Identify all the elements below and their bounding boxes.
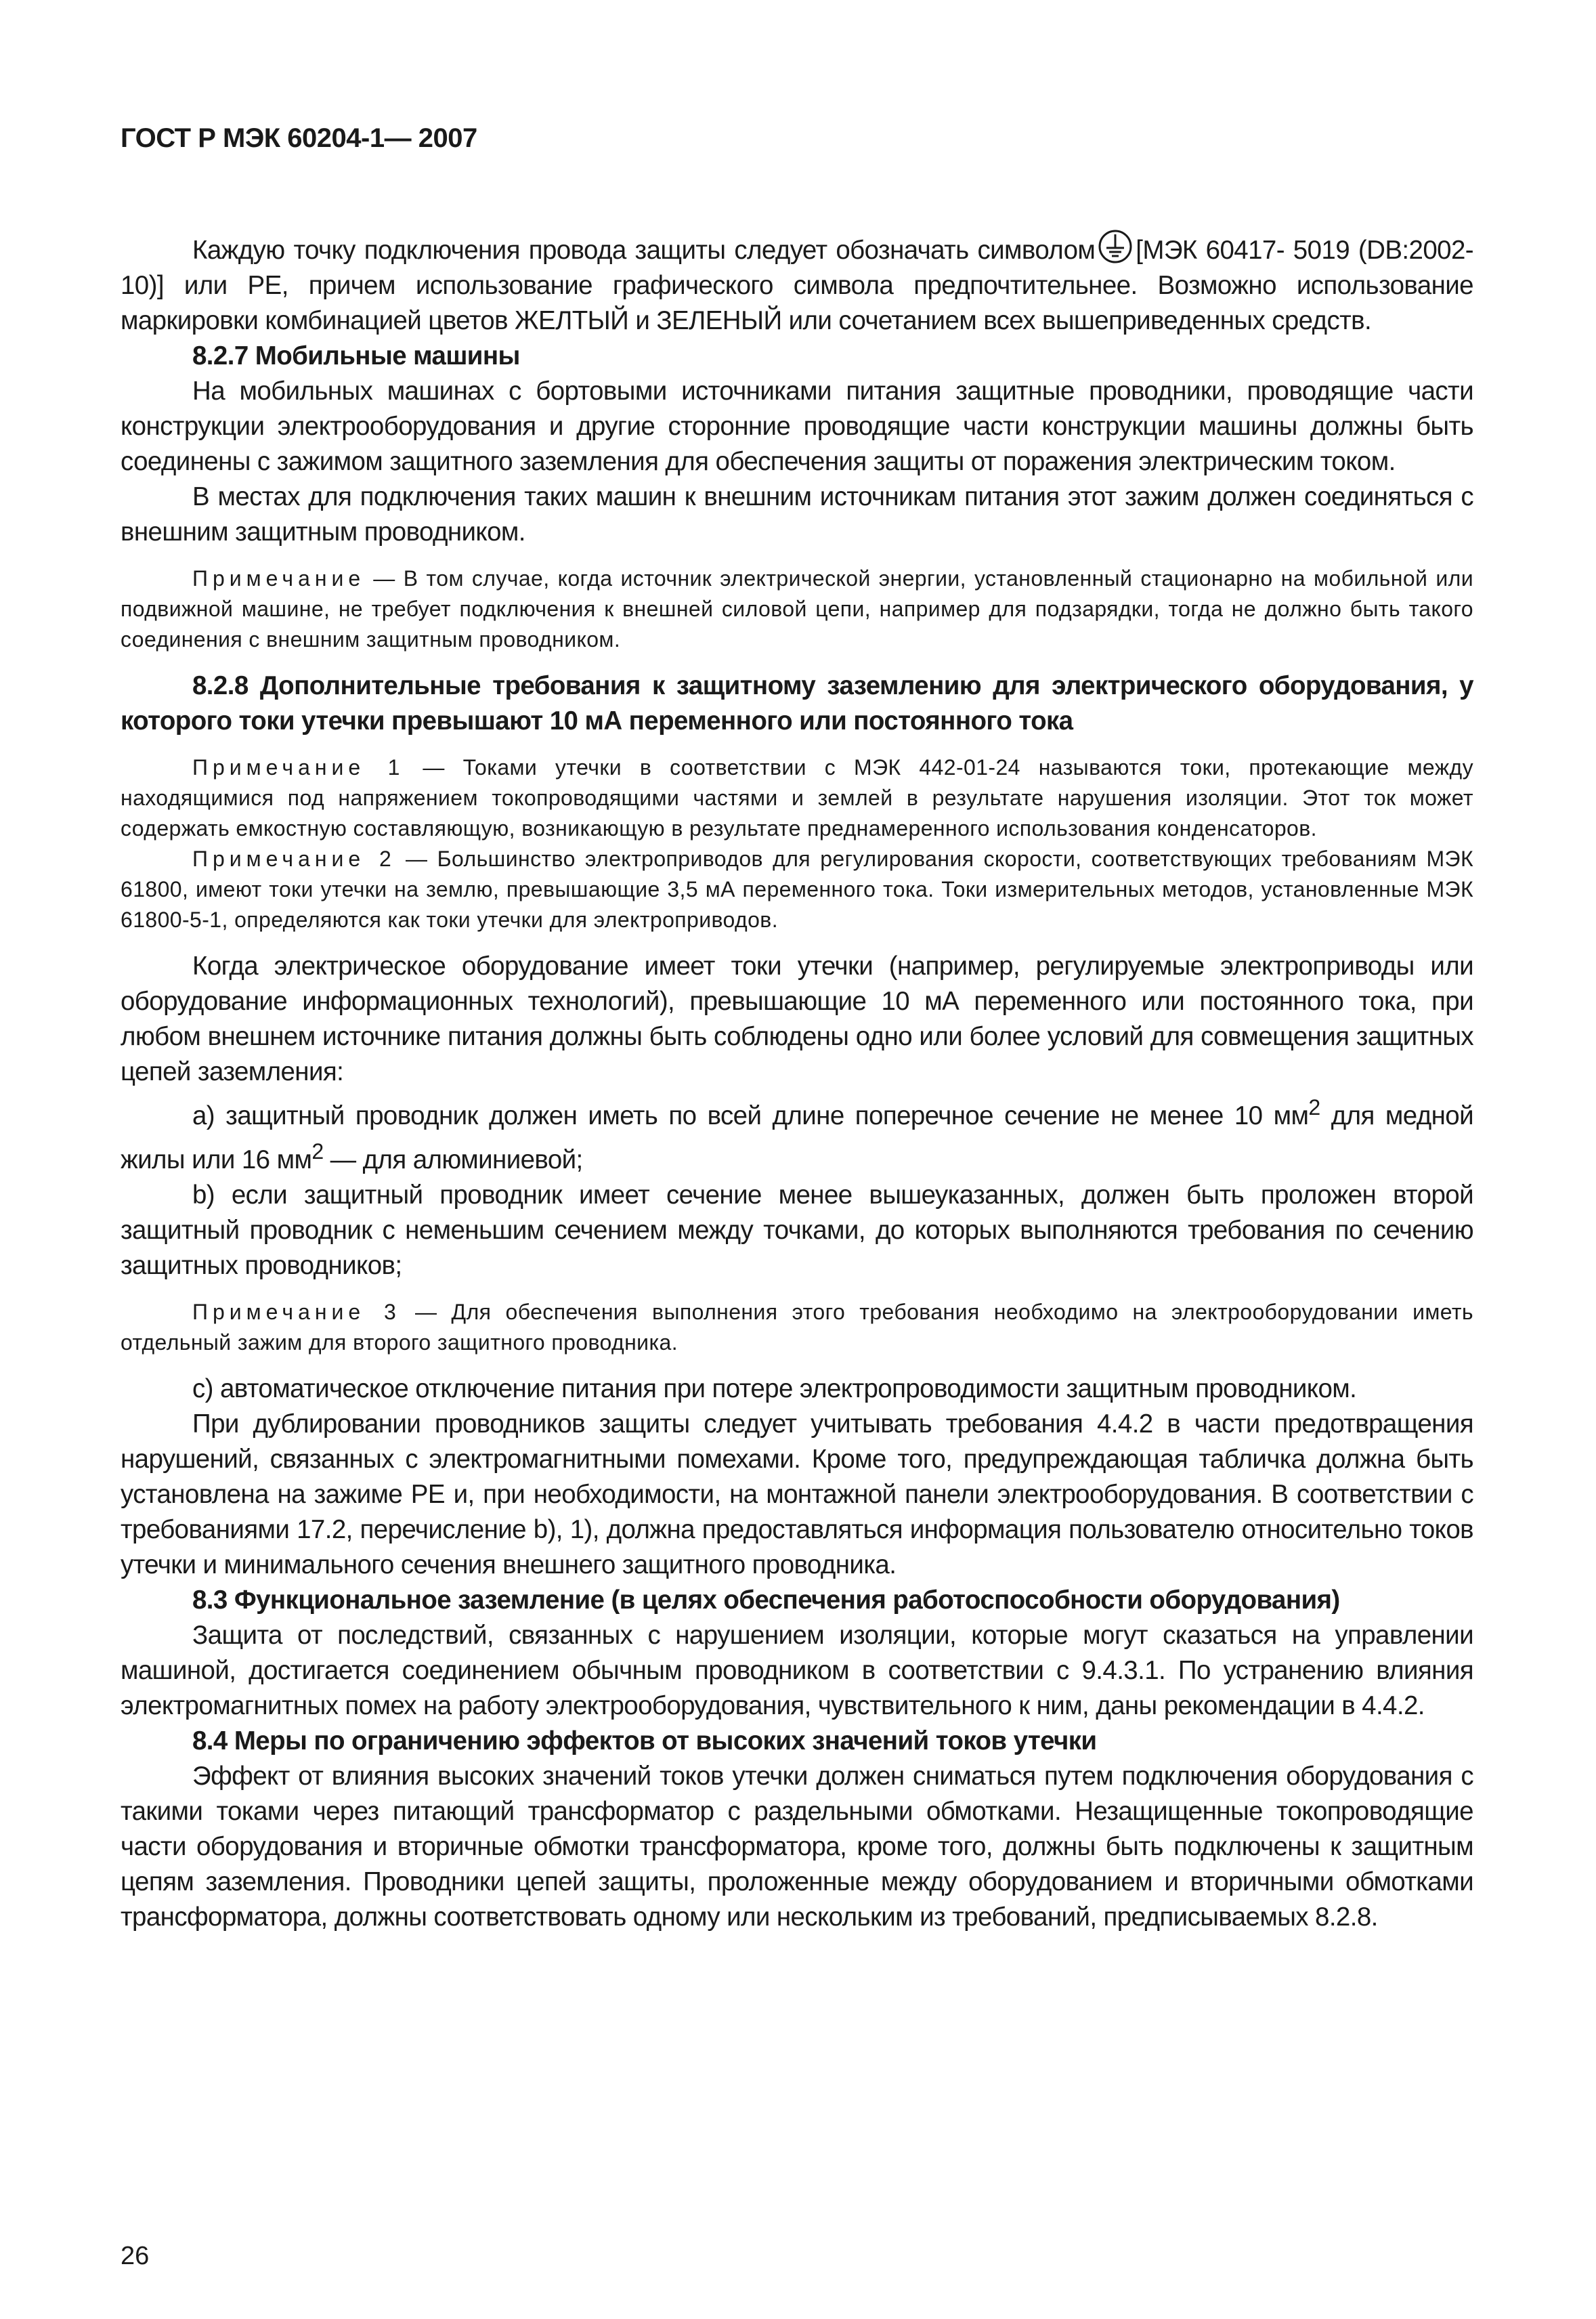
pe-marking-text-start: Каждую точку подключения провода защиты следует обозначать символом [192,236,1096,265]
page-number: 26 [121,2242,150,2270]
note-text: — В том случае, когда источник электрической энергии, установленный стационарно на мобильной или подвижной машине, не требует подключения к внешней силовой цепи, например для подзарядки, тогда не должно быть такого соединения с внешним защитным проводником. [121,566,1473,652]
note-text: — Для обеспечения выполнения этого требования необходимо на электрооборудовании иметь отдельный зажим для второго защитного проводника. [121,1299,1474,1355]
list-item-a [121,1090,1473,1178]
paragraph-8-2-7-2: В местах для подключения таких машин к внешним источникам питания этот зажим должен соединяться с внешним защитным проводником. [121,482,1473,547]
item-a-superscript-2: 2 [311,1139,324,1164]
page-header-title: ГОСТ Р МЭК 60204-1— 2007 [121,123,477,153]
list-item-c: с) автоматическое отключение питания при потере электропроводимости защитным проводником. [192,1374,1357,1403]
note-label: Примечание 3 [192,1299,401,1324]
note-1 [121,752,1473,844]
page-content [121,229,1473,1935]
item-a-superscript-1: 2 [1308,1095,1320,1120]
note-label: Примечание 2 [192,847,396,871]
note-2 [121,844,1473,935]
heading-8-2-7: 8.2.7 Мобильные машины [192,341,520,370]
pe-marking-text-end: [МЭК 60417- 5019 (DB:2002-10)] или PE, причем использование графического символа предпочтительнее. Возможно использование маркировки комбинацией цветов ЖЕЛТЫЙ и ЗЕЛЕНЫЙ или сочетанием всех вышеприведенных средств. [121,236,1473,335]
item-a-text-3: — для алюминиевой; [323,1145,583,1174]
paragraph-8-3: Защита от последствий, связанных с нарушением изоляции, которые могут сказаться на управлении машиной, достигается соединением обычным проводником в соответствии с 9.4.3.1. По устранению влияния электромагнитных помех на работу электрооборудования, чувствительного к ним, даны рекомендации в 4.4.2. [121,1620,1473,1720]
list-item-b: b) если защитный проводник имеет сечение менее вышеуказанных, должен быть проложен второй защитный проводник с неменьшим сечением между точками, до которых выполняются требования по сечению защитных проводников; [121,1180,1473,1280]
note-label: Примечание [192,566,366,591]
heading-8-2-8: 8.2.8 Дополнительные требования к защитному заземлению для электрического оборудования, у которого токи утечки превышают 10 мА переменного или постоянного тока [121,671,1473,736]
heading-8-3: 8.3 Функциональное заземление (в целях обеспечения работоспособности оборудования) [192,1585,1340,1615]
note-3 [121,1297,1473,1358]
note-text: — Большинство электроприводов для регулирования скорости, соответствующих требованиям МЭК 61800, имеют токи утечки на землю, превышающие 3,5 мА переменного тока. Токи измерительных методов, установленные МЭК 61800-5-1, определяются как токи утечки для электроприводов. [121,847,1474,932]
heading-8-4: 8.4 Меры по ограничению эффектов от высоких значений токов утечки [192,1726,1097,1756]
paragraph-8-2-8-1: Когда электрическое оборудование имеет токи утечки (например, регулируемые электроприводы или оборудование информационных технологий), превышающие 10 мА переменного или постоянного тока, при любом внешнем источнике питания должны быть соблюдены одно или более условий для совмещения защитных цепей заземления: [121,952,1473,1086]
note-label: Примечание 1 [192,755,405,780]
item-a-text-2: для медной жилы или 16 мм [121,1101,1473,1174]
protective-earth-icon [1098,229,1133,264]
item-a-text-1: а) защитный проводник должен иметь по всей длине поперечное сечение не менее 10 мм [192,1101,1309,1130]
paragraph-8-2-8-2: При дублировании проводников защиты следует учитывать требования 4.4.2 в части предотвращения нарушений, связанных с электромагнитными помехами. Кроме того, предупреждающая табличка должна быть установлена на зажиме PE и, при необходимости, на монтажной панели электрооборудования. В соответствии с требованиями 17.2, перечисление b), 1), должна предоставляться информация пользователю относительно токов утечки и минимального сечения внешнего защитного проводника. [121,1409,1473,1579]
paragraph-pe-marking [121,229,1473,339]
paragraph-8-4: Эффект от влияния высоких значений токов утечки должен сниматься путем подключения оборудования с такими токами через питающий трансформатор с раздельными обмотками. Незащищенные токопроводящие части оборудования и вторичные обмотки трансформатора, кроме того, должны быть подключены к защитным цепям заземления. Проводники цепей защиты, проложенные между оборудованием и вторичными обмотками трансформатора, должны соответствовать одному или нескольким из требований, предписываемых 8.2.8. [121,1761,1473,1932]
paragraph-8-2-7-1: На мобильных машинах с бортовыми источниками питания защитные проводники, проводящие части конструкции электрооборудования и другие сторонние проводящие части конструкции машины должны быть соединены с зажимом защитного заземления для обеспечения защиты от поражения электрическим током. [121,377,1473,476]
note-8-2-7 [121,563,1473,655]
note-text: — Токами утечки в соответствии с МЭК 442-01-24 называются токи, протекающие между находящимися под напряжением токопроводящими частями и землей в результате нарушения изоляции. Этот ток может содержать емкостную составляющую, возникающую в результате преднамеренного использования конденсаторов. [121,755,1473,841]
